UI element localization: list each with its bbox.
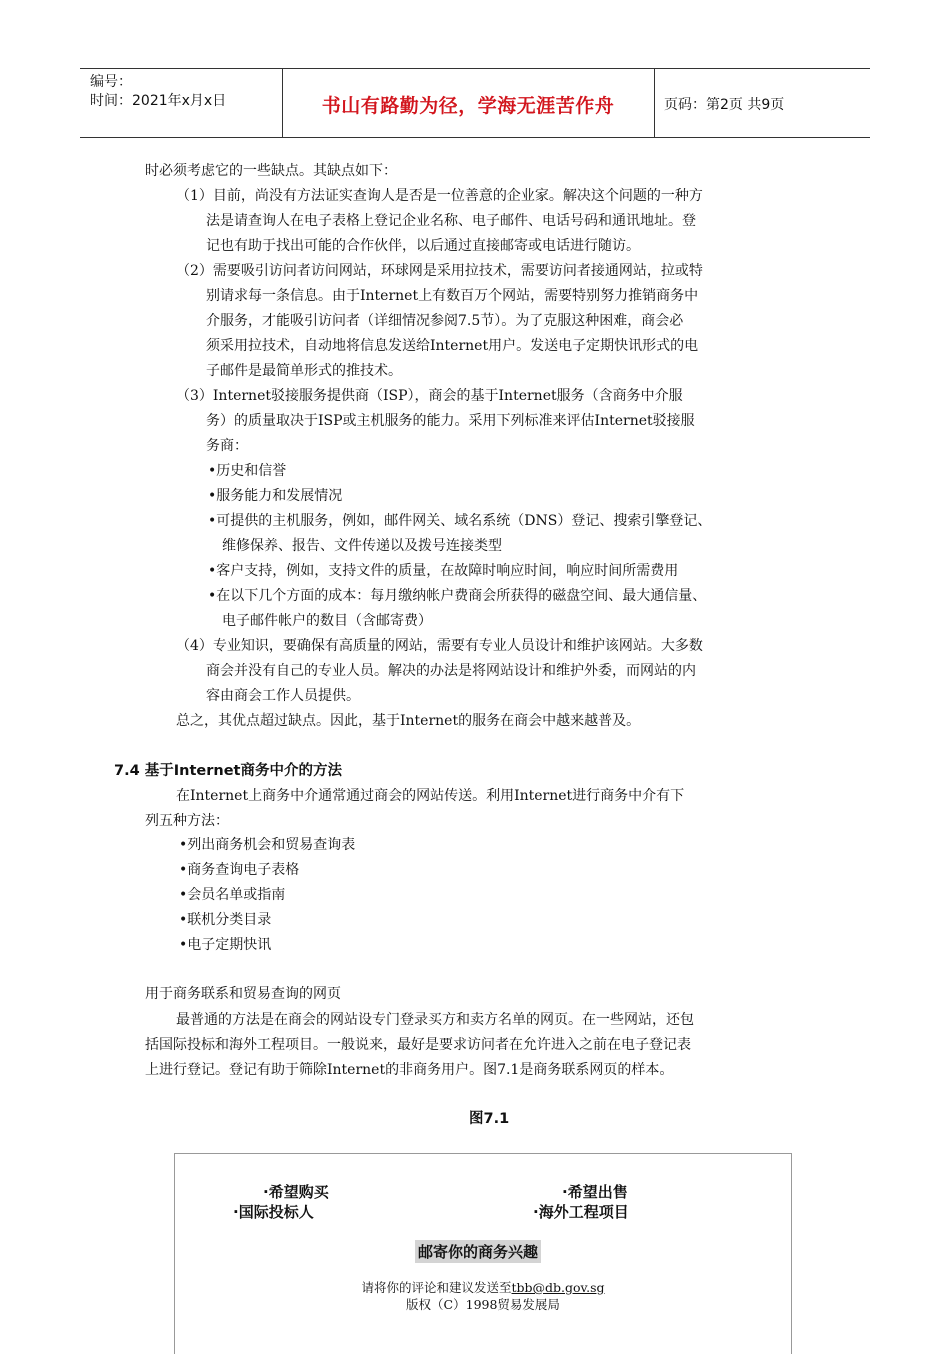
- point-4-line: 商会并没有自己的专业人员。解决的办法是将网站设计和维护外委，而网站的内: [206, 663, 696, 679]
- criteria-bullet: 维修保养、报告、文件传递以及拨号连接类型: [222, 538, 502, 554]
- comment-line: [175, 1279, 791, 1296]
- header-motto: 书山有路勤为径，学海无涯苦作舟: [321, 95, 615, 117]
- method-item: •电子定期快讯: [179, 937, 272, 953]
- page-header: [80, 68, 870, 138]
- section-intro-line: 在Internet上商务中介通常通过商会的网站传送。利用Internet进行商务中介有下: [176, 788, 685, 804]
- copyright-line: 版权（C）1998贸易发展局: [406, 1297, 560, 1312]
- criteria-bullet: •历史和信誉: [208, 463, 287, 479]
- criteria-bullet: •可提供的主机服务，例如，邮件网关、域名系统（DNS）登记、搜索引擎登记、: [208, 513, 712, 529]
- figure-caption: 图7.1: [469, 1111, 510, 1127]
- want-sell-link[interactable]: ·希望出售: [562, 1183, 628, 1201]
- point-2-line: 子邮件是最简单形式的推技术。: [206, 363, 402, 379]
- point-4-line: （4）专业知识，要确保有高质量的网站，需要有专业人员设计和维护该网站。大多数: [176, 638, 703, 654]
- figure-sample-webpage: [174, 1153, 792, 1354]
- method-item: •商务查询电子表格: [179, 862, 300, 878]
- method-item: •联机分类目录: [179, 912, 272, 928]
- criteria-bullet: •在以下几个方面的成本：每月缴纳帐户费商会所获得的磁盘空间、最大通信量、: [208, 588, 707, 604]
- criteria-bullet: 电子邮件帐户的数目（含邮寄费）: [222, 613, 432, 629]
- point-2-line: 须采用拉技术，自动地将信息发送给Internet用户。发送电子定期快讯形式的电: [206, 338, 699, 354]
- header-page-info: 页码：第2页 共9页: [664, 97, 785, 113]
- criteria-bullet: •客户支持，例如，支持文件的质量，在故障时响应时间，响应时间所需费用: [208, 563, 679, 579]
- point-3-line: （3）Internet驳接服务提供商（ISP），商会的基于Internet服务（含商务中介服: [176, 388, 683, 404]
- point-2-line: 别请求每一条信息。由于Internet上有数百万个网站，需要特别努力推销商务中: [206, 288, 699, 304]
- section-intro-line: 列五种方法：: [145, 813, 229, 829]
- intro-line: 时必须考虑它的一些缺点。其缺点如下：: [145, 163, 397, 179]
- comment-email-link[interactable]: tbb@db.gov.sg: [511, 1280, 605, 1295]
- method-item: •列出商务机会和贸易查询表: [179, 837, 356, 853]
- sub-para-line: 上进行登记。登记有助于筛除Internet的非商务用户。图7.1是商务联系网页的样本。: [145, 1062, 674, 1078]
- header-time: 时间：2021年x月x日: [90, 93, 227, 109]
- method-item: •会员名单或指南: [179, 887, 286, 903]
- point-3-line: 务）的质量取决于ISP或主机服务的能力。采用下列标准来评估Internet驳接服: [206, 413, 695, 429]
- conclusion-line: 总之，其优点超过缺点。因此，基于Internet的服务在商会中越来越普及。: [176, 713, 641, 729]
- point-4-line: 容由商会工作人员提供。: [206, 688, 360, 704]
- header-divider: [654, 69, 655, 137]
- intl-bidders-link[interactable]: ·国际投标人: [233, 1203, 314, 1221]
- subheading: 用于商务联系和贸易查询的网页: [145, 986, 341, 1002]
- point-1-line: （1）目前，尚没有方法证实查询人是否是一位善意的企业家。解决这个问题的一种方: [176, 188, 703, 204]
- point-1-line: 法是请查询人在电子表格上登记企业名称、电子邮件、电话号码和通讯地址。登: [206, 213, 696, 229]
- overseas-projects-link[interactable]: ·海外工程项目: [533, 1203, 629, 1221]
- sub-para-line: 括国际投标和海外工程项目。一般说来，最好是要求访问者在允许进入之前在电子登记表: [145, 1037, 691, 1053]
- comment-prefix: 请将你的评论和建议发送至: [361, 1280, 512, 1295]
- mail-interest-button[interactable]: 邮寄你的商务兴趣: [415, 1240, 541, 1263]
- header-meta: [90, 73, 226, 111]
- point-2-line: （2）需要吸引访问者访问网站，环球网是采用拉技术，需要访问者接通网站，拉或特: [176, 263, 703, 279]
- point-1-line: 记也有助于找出可能的合作伙伴，以后通过直接邮寄或电话进行随访。: [206, 238, 640, 254]
- section-title: 7.4 基于Internet商务中介的方法: [114, 763, 342, 779]
- header-number: 编号：: [90, 74, 132, 90]
- want-buy-link[interactable]: ·希望购买: [263, 1183, 329, 1201]
- point-2-line: 介服务，才能吸引访问者（详细情况参阅7.5节）。为了克服这种困难，商会必: [206, 313, 684, 329]
- sub-para-line: 最普通的方法是在商会的网站设专门登录买方和卖方名单的网页。在一些网站，还包: [176, 1012, 694, 1028]
- criteria-bullet: •服务能力和发展情况: [208, 488, 343, 504]
- point-3-line: 务商：: [206, 438, 248, 454]
